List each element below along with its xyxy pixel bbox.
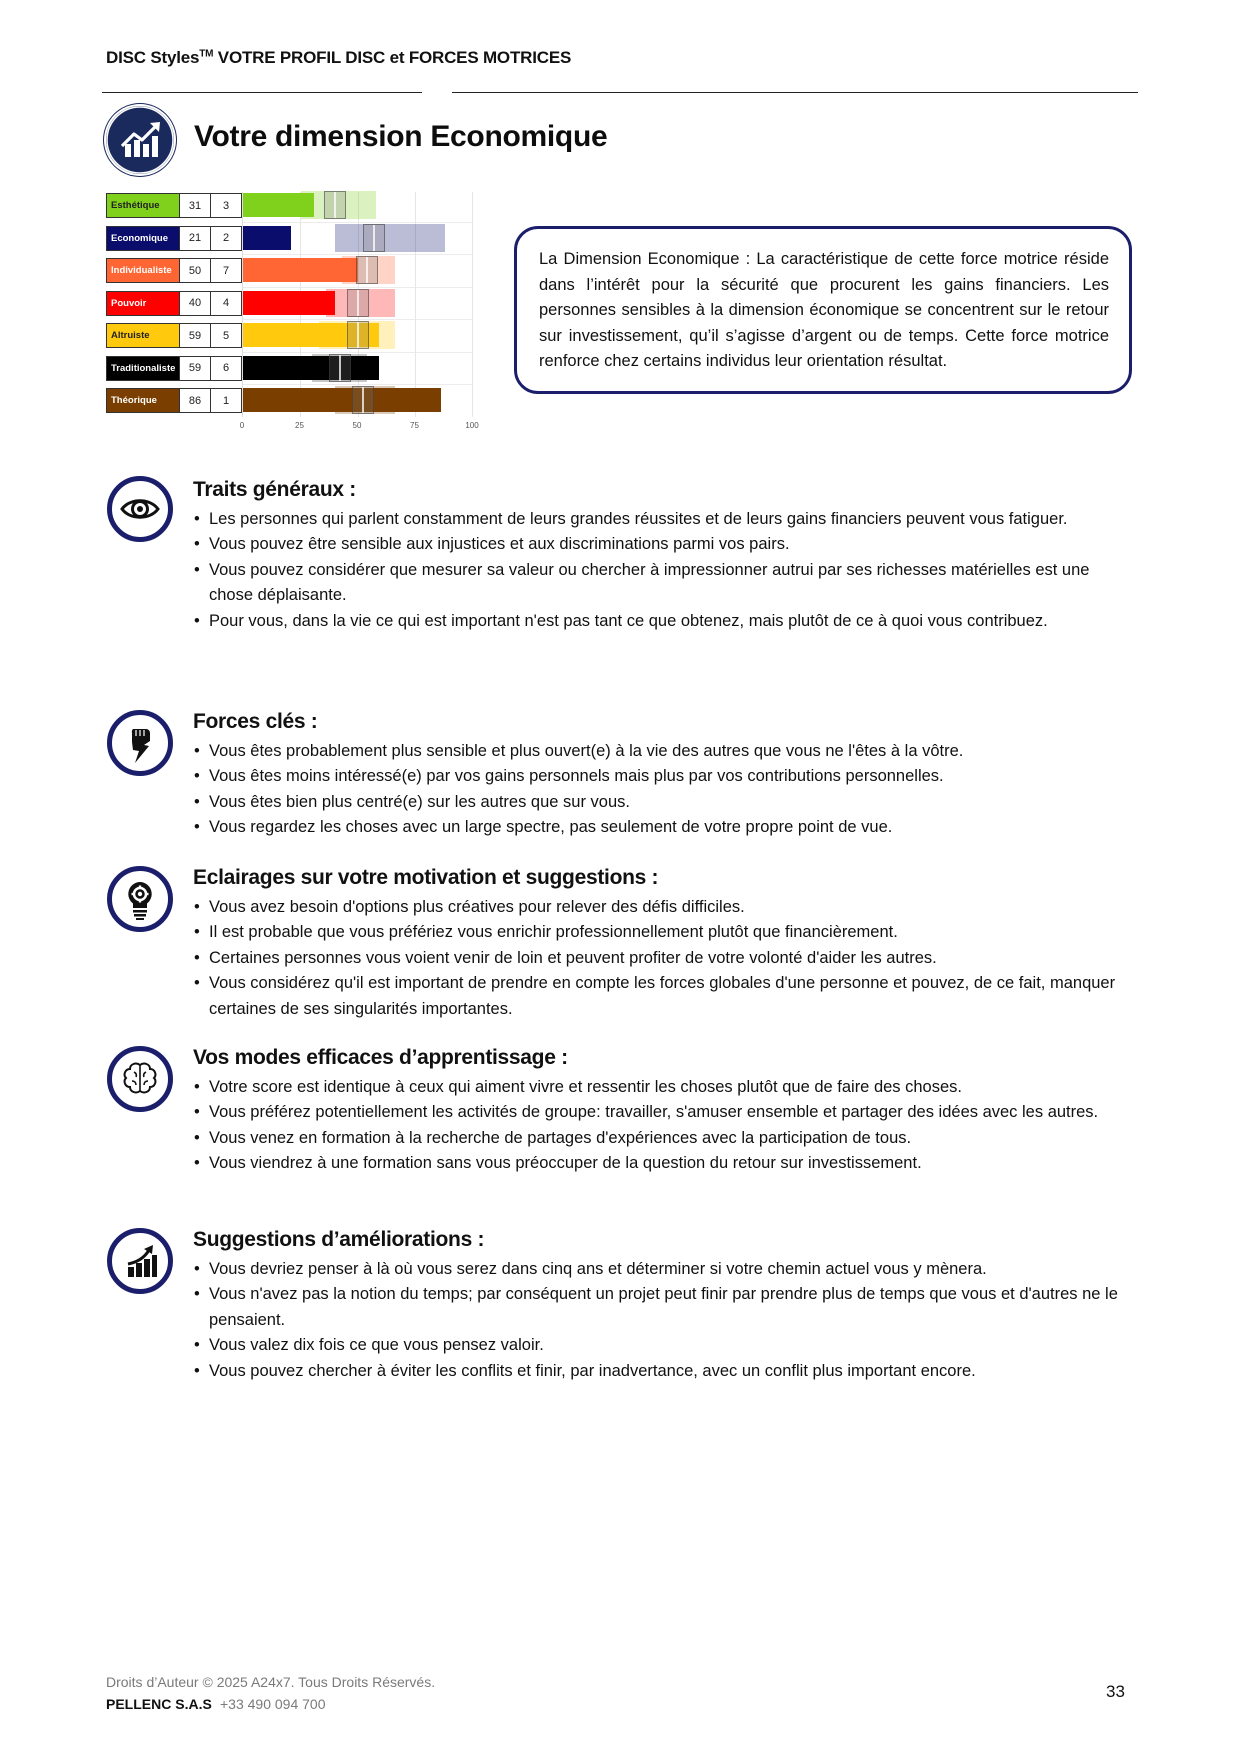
list-item: • Vous n'avez pas la notion du temps; par conséquent un projet peut finir par prendre plus de temps que vous et d'autres ne le pensaient. [193, 1282, 1133, 1333]
population-mean-marker [363, 224, 385, 252]
motivation-list [193, 895, 1133, 1022]
x-tick-label: 75 [410, 421, 419, 430]
strengths-list [193, 739, 1133, 841]
header-title-prefix: DISC Styles [106, 48, 200, 67]
table-row [106, 323, 242, 348]
list-item: • Vous êtes probablement plus sensible et plus ouvert(e) à la vie des autres que vous ne l'êtes à la vôtre. [193, 739, 1133, 764]
population-mean-marker [356, 256, 378, 284]
force-rank: 4 [211, 291, 242, 316]
list-item: • Pour vous, dans la vie ce qui est important n'est pas tant ce que obtenez, mais plutôt de ce à quoi vous contribuez. [193, 609, 1133, 634]
list-item: • Certaines personnes vous voient venir de loin et peuvent profiter de votre volonté d'aider les autres. [193, 946, 1133, 971]
bar-chart-arrow-icon [107, 1228, 173, 1294]
x-tick-label: 0 [239, 421, 245, 430]
population-mean-marker [329, 354, 351, 382]
population-mean-marker [347, 321, 369, 349]
list-item: • Vous venez en formation à la recherche de partages d'expériences avec la participation de tous. [193, 1126, 1133, 1151]
score-bar [243, 193, 314, 217]
list-item: • Vous pouvez chercher à éviter les conflits et finir, par inadvertance, avec un conflit plus important encore. [193, 1359, 1133, 1384]
brain-icon [107, 1046, 173, 1112]
score-bar [243, 388, 441, 412]
force-label: Individualiste [106, 258, 179, 283]
list-item: • Vous avez besoin d'options plus créatives pour relever des défis difficiles. [193, 895, 1133, 920]
score-bar [243, 258, 358, 282]
force-rank: 3 [211, 193, 242, 218]
population-mean-marker [347, 289, 369, 317]
footer-phone: +33 490 094 700 [220, 1696, 326, 1712]
force-rank: 2 [211, 226, 242, 251]
force-score: 86 [179, 388, 211, 413]
footer-company: PELLENC S.A.S [106, 1696, 212, 1712]
score-bar [243, 356, 379, 380]
fist-lightning-icon [107, 710, 173, 776]
eye-icon [107, 476, 173, 542]
list-item: • Votre score est identique à ceux qui aiment vivre et ressentir les choses plutôt que de faire des choses. [193, 1075, 1133, 1100]
force-rank: 1 [211, 388, 242, 413]
traits-list [193, 507, 1133, 634]
score-bar [243, 226, 291, 250]
table-row [106, 193, 242, 218]
force-label: Pouvoir [106, 291, 179, 316]
list-item: • Vous viendrez à une formation sans vous préoccuper de la question du retour sur investissement. [193, 1151, 1133, 1176]
list-item: • Vous regardez les choses avec un large spectre, pas seulement de votre propre point de vue. [193, 815, 1133, 840]
list-item: • Vous considérez qu'il est important de prendre en compte les forces globales d'une personne et pouvez, de ce fait, manquer certaines de ses singularités importantes. [193, 971, 1133, 1022]
table-row [106, 291, 242, 316]
list-item: • Vous préférez potentiellement les activités de groupe: travailler, s'amuser ensemble et partager des idées avec les autres. [193, 1100, 1133, 1125]
dimension-description: La Dimension Economique : La caractéristique de cette force motrice réside dans l’intérêt pour la sécurité que procurent les gains financiers. Les personnes sensibles à la dimension économique se concentrent sur le retour sur investissement, qu’il s’agisse d’argent ou de temps. Cette force motrice renforce chez certains individus leur orientation résultat. [539, 250, 1109, 370]
force-rank: 7 [211, 258, 242, 283]
force-label: Altruiste [106, 323, 179, 348]
section-title-strengths: Forces clés : [193, 710, 318, 733]
x-tick-label: 100 [465, 421, 479, 430]
x-tick-label: 50 [352, 421, 362, 430]
table-row [106, 226, 242, 251]
section-title-improvements: Suggestions d’améliorations : [193, 1228, 485, 1251]
table-row [106, 356, 242, 381]
page-title: Votre dimension Economique [194, 120, 608, 153]
x-tick-label: 25 [295, 421, 304, 430]
score-bar [243, 291, 335, 315]
lightbulb-gear-icon [107, 866, 173, 932]
force-score: 59 [179, 323, 211, 348]
list-item: • Vous pouvez être sensible aux injustices et aux discriminations parmi vos pairs. [193, 532, 1133, 557]
section-title-traits: Traits généraux : [193, 478, 356, 501]
force-score: 31 [179, 193, 211, 218]
document-header [106, 48, 571, 68]
force-score: 59 [179, 356, 211, 381]
table-row [106, 388, 242, 413]
force-score: 50 [179, 258, 211, 283]
force-score: 21 [179, 226, 211, 251]
force-label: Théorique [106, 388, 179, 413]
list-item: • Vous devriez penser à là où vous serez dans cinq ans et déterminer si votre chemin actuel vous y mènera. [193, 1257, 1133, 1282]
section-title-motivation: Eclairages sur votre motivation et suggestions : [193, 866, 659, 889]
gridline [472, 192, 473, 417]
force-label: Traditionaliste [106, 356, 179, 381]
force-rank: 6 [211, 356, 242, 381]
header-rule-right [452, 92, 1138, 93]
population-range-band [335, 224, 445, 252]
driving-forces-chart [242, 192, 473, 417]
population-mean-marker [352, 386, 374, 414]
population-mean-marker [324, 191, 346, 219]
list-item: • Vous pouvez considérer que mesurer sa valeur ou chercher à impressionner autrui par ses richesses matérielles est une chose déplaisante. [193, 558, 1133, 609]
list-item: • Les personnes qui parlent constamment de leurs grandes réussites et de leurs gains financiers peuvent vous fatiguer. [193, 507, 1133, 532]
header-title-suffix: VOTRE PROFIL DISC et FORCES MOTRICES [213, 48, 572, 67]
list-item: • Vous êtes bien plus centré(e) sur les autres que sur vous. [193, 790, 1133, 815]
force-label: Economique [106, 226, 179, 251]
force-score: 40 [179, 291, 211, 316]
table-row [106, 258, 242, 283]
force-rank: 5 [211, 323, 242, 348]
dimension-description-box [514, 226, 1132, 394]
section-title-learning: Vos modes efficaces d’apprentissage : [193, 1046, 568, 1069]
list-item: • Vous valez dix fois ce que vous pensez valoir. [193, 1333, 1133, 1358]
header-rule-left [102, 92, 422, 93]
footer-copyright: Droits d’Auteur © 2025 A24x7. Tous Droits Réservés. [106, 1674, 436, 1690]
list-item: • Il est probable que vous préfériez vous enrichir professionnellement plutôt que financièrement. [193, 920, 1133, 945]
growth-chart-icon [104, 104, 176, 176]
learning-list [193, 1075, 1133, 1177]
trademark-mark: TM [199, 48, 214, 60]
page-number: 33 [1106, 1682, 1125, 1701]
list-item: • Vous êtes moins intéressé(e) par vos gains personnels mais plus par vos contributions personnelles. [193, 764, 1133, 789]
improvements-list [193, 1257, 1133, 1384]
force-label: Esthétique [106, 193, 179, 218]
